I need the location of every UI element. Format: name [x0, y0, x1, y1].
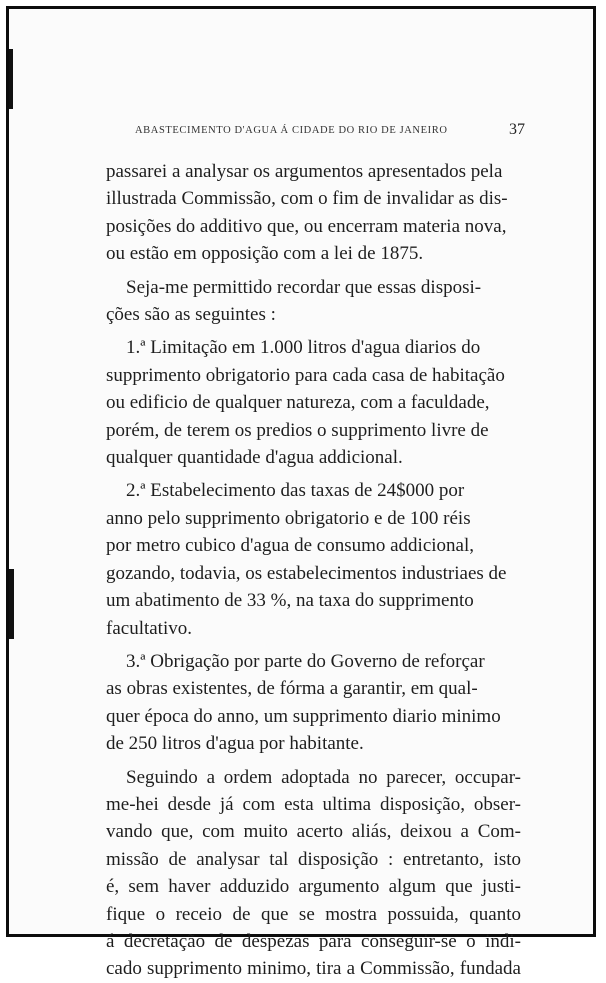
running-head [135, 121, 525, 143]
text-line: por metro cubico d'agua de consumo addicional, [106, 535, 475, 557]
text-line: posições do additivo que, ou encerram materia nova, [106, 215, 507, 237]
text-line: fique o receio de que se mostra possuida, quanto [106, 903, 521, 925]
text-line: anno pelo supprimento obrigatorio e de 100 réis [106, 507, 471, 529]
text-line: gozando, todavia, os estabelecimentos industriaes de [106, 562, 507, 584]
text-line: á decretação de despezas para conseguir-se o indi- [106, 930, 521, 952]
text-line: porém, de terem os predios o supprimento livre de [106, 419, 489, 441]
text-line: facultativo. [106, 617, 192, 639]
text-line: vando que, com muito acerto aliás, deixou a Com- [106, 821, 521, 843]
paragraph [106, 158, 521, 268]
paragraph [106, 477, 521, 641]
text-line: ou edificio de qualquer natureza, com a faculdade, [106, 392, 490, 414]
text-line: cado supprimento minimo, tira a Commissão, fundada [106, 958, 521, 980]
page-number: 37 [509, 121, 525, 138]
text-line: supprimento obrigatorio para cada casa de habitação [106, 364, 505, 386]
text-line: missão de analysar tal disposição : entretanto, isto [106, 848, 521, 870]
text-line: Seja-me permittido recordar que essas disposi- [126, 276, 482, 298]
paragraph [106, 334, 521, 471]
text-line: um abatimento de 33 %, na taxa do supprimento [106, 590, 474, 612]
text-line: ções são as seguintes : [106, 304, 276, 326]
running-title: ABASTECIMENTO D'AGUA Á CIDADE DO RIO DE JANEIRO [135, 125, 448, 136]
text-line: as obras existentes, de fórma a garantir, em qual- [106, 678, 478, 700]
text-body [106, 158, 521, 983]
text-line: illustrada Commissão, com o fim de invalidar as dis- [106, 188, 508, 210]
text-line: 2.ª Estabelecimento das taxas de 24$000 por [126, 480, 465, 502]
text-line: passarei a analysar os argumentos apresentados pela [106, 161, 503, 182]
text-line: é, sem haver adduzido argumento algum que justi- [106, 876, 521, 898]
paragraph [106, 274, 521, 329]
text-line: quer época do anno, um supprimento diario minimo [106, 705, 501, 727]
text-line: Seguindo a ordem adoptada no parecer, occupar- [126, 766, 521, 788]
text-line: 3.ª Obrigação por parte do Governo de reforçar [126, 650, 485, 672]
book-page [6, 6, 596, 980]
text-line: qualquer quantidade d'agua addicional. [106, 447, 403, 469]
text-line: de 250 litros d'agua por habitante. [106, 733, 364, 755]
text-line: ou estão em opposição com a lei de 1875. [106, 243, 424, 265]
paragraph [106, 764, 521, 983]
left-edge-scan-mark [9, 569, 14, 639]
text-line: 1.ª Limitação em 1.000 litros d'agua diarios do [126, 337, 481, 359]
paragraph [106, 648, 521, 758]
left-edge-scan-mark [9, 49, 13, 109]
text-line: me-hei desde já com esta ultima disposição, obser- [106, 793, 521, 815]
